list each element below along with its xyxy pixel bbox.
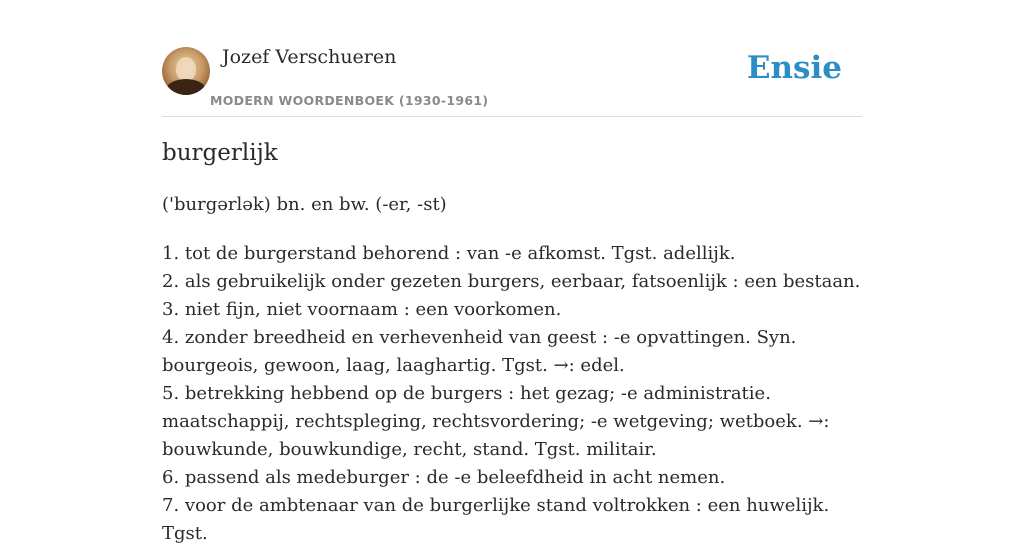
header xyxy=(162,0,862,117)
avatar-coat xyxy=(166,79,206,95)
avatar-face xyxy=(176,57,196,81)
page-container xyxy=(162,0,862,544)
author-avatar[interactable] xyxy=(162,47,210,95)
definition-item: 6. passend als medeburger : de -e beleefdheid in acht nemen. xyxy=(162,467,726,488)
entry-title: burgerlijk xyxy=(162,140,278,166)
brand-logo[interactable]: Ensie xyxy=(746,50,842,86)
definition-list xyxy=(162,240,862,548)
definition-item: 1. tot de burgerstand behorend : van -e afkomst. Tgst. adellijk. xyxy=(162,243,736,264)
source-label[interactable]: MODERN WOORDENBOEK (1930-1961) xyxy=(210,93,489,108)
definition-item: 7. voor de ambtenaar van de burgerlijke stand voltrokken : een huwelijk. Tgst. xyxy=(162,495,830,544)
author-name[interactable]: Jozef Verschueren xyxy=(222,46,397,68)
definition-item: 5. betrekking hebbend op de burgers : het gezag; -e administratie. maatschappij, rechtspleging, rechtsvordering; -e wetgeving; wetboek. →: bouwkunde, bouwkundige, recht, stand. Tgst. militair. xyxy=(162,383,830,460)
definition-item: 2. als gebruikelijk onder gezeten burgers, eerbaar, fatsoenlijk : een bestaan. xyxy=(162,271,861,292)
entry-pronunciation: ('burgərlək) bn. en bw. (-er, -st) xyxy=(162,194,447,215)
definition-item: 4. zonder breedheid en verhevenheid van geest : -e opvattingen. Syn. bourgeois, gewoon, laag, laaghartig. Tgst. →: edel. xyxy=(162,327,797,376)
definition-item: 3. niet fijn, niet voornaam : een voorkomen. xyxy=(162,299,562,320)
